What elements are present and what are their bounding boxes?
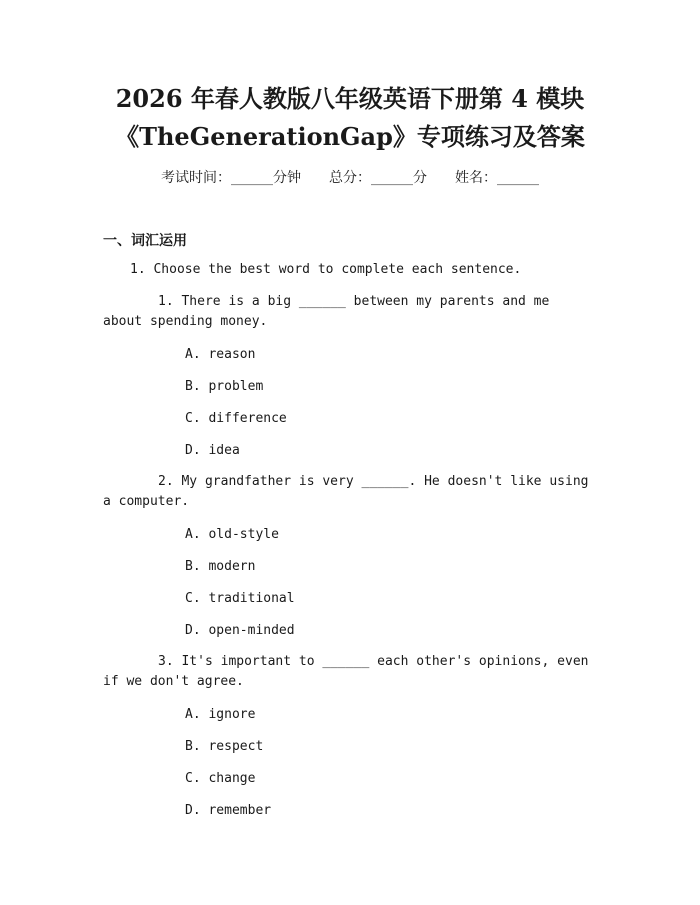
page-title (0, 80, 700, 156)
title-line-2: 《TheGenerationGap》专项练习及答案 (115, 122, 585, 151)
question-1-option-b: B. problem (185, 379, 264, 394)
question-2-option-c: C. traditional (185, 591, 295, 606)
question-3-option-d: D. remember (185, 803, 272, 818)
section-heading: 一、词汇运用 (103, 233, 187, 249)
question-1-text: 1. There is a big ______ between my parents and me about spending money. (103, 294, 550, 329)
question-1-option-c: C. difference (185, 411, 287, 426)
section-instruction: 1. Choose the best word to complete each sentence. (130, 262, 522, 277)
question-3-option-a: A. ignore (185, 707, 256, 722)
title-line-1: 2026 年春人教版八年级英语下册第 4 模块 (115, 84, 585, 113)
question-2-option-b: B. modern (185, 559, 256, 574)
exam-time-field: 考试时间：______分钟 (161, 170, 301, 186)
question-2-text: 2. My grandfather is very ______. He doesn't like using a computer. (103, 474, 589, 509)
question-1-option-a: A. reason (185, 347, 256, 362)
question-1-option-d: D. idea (185, 443, 240, 458)
question-2-option-a: A. old-style (185, 527, 279, 542)
exam-meta (0, 168, 700, 188)
question-2-option-d: D. open-minded (185, 623, 295, 638)
question-3-option-b: B. respect (185, 739, 264, 754)
question-3-text: 3. It's important to ______ each other's opinions, even if we don't agree. (103, 654, 589, 689)
question-3-option-c: C. change (185, 771, 256, 786)
total-score-field: 总分：______分 (329, 170, 427, 186)
student-name-field: 姓名：______ (455, 170, 539, 186)
